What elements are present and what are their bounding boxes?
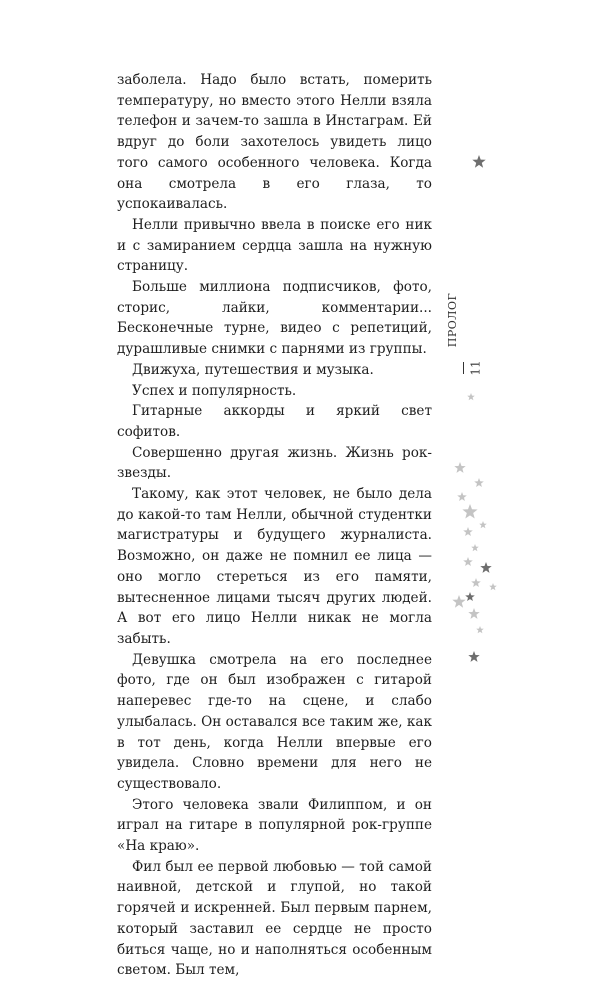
paragraph: Гитарные аккорды и яркий свет софитов.: [117, 403, 432, 440]
paragraph: Совершенно другая жизнь. Жизнь рок-звезды.: [117, 444, 432, 482]
star-icon: [465, 592, 475, 601]
paragraph: Успех и популярность.: [132, 382, 297, 399]
star-icon: [474, 478, 484, 487]
star-icon: [452, 595, 465, 608]
star-icon: [457, 492, 467, 501]
paragraph: Больше миллиона подписчиков, фото, сторис, лайки, комментарии... Бесконечные турне, видео с репетиций, дурашливые снимки с парнями из группы.: [117, 279, 432, 358]
paragraph: Такому, как этот человек, не было дела до какой-то там Нелли, обычной студентки магистратуры и будущего журналиста. Возможно, он даже не помнил ее лица — оно могло стереться из его памяти, вытесненное лицами тысяч других людей. А вот его лицо Нелли никак не могла забыть.: [117, 486, 432, 647]
page-number: 11: [468, 360, 483, 376]
star-icon: [476, 626, 484, 633]
star-icon: [471, 544, 479, 551]
paragraph: Фил был ее первой любовью — той самой наивной, детской и глупой, но такой горячей и искренней. Был первым парнем, который заставил ее сердце не просто биться чаще, но и наполняться особенным светом. Был тем,: [117, 858, 432, 979]
star-icon: [489, 583, 497, 590]
star-icon: [468, 651, 479, 662]
running-head: ПРОЛОГ: [446, 292, 459, 348]
star-icon: [454, 462, 465, 473]
star-icon: [480, 562, 491, 573]
star-icon: [462, 504, 477, 519]
star-icon: [467, 393, 475, 400]
star-icon: [463, 557, 473, 566]
paragraph: Нелли привычно ввела в поиске его ник и с замиранием сердца зашла на нужную страницу.: [117, 216, 432, 275]
star-icon: [463, 527, 473, 536]
paragraph: Девушка смотрела на его последнее фото, где он был изображен с гитарой наперевес где-то на сцене, и слабо улыбалась. Он оставался все таким же, как в тот день, когда Нелли впервые его увидела. Словно времени для него не существовало.: [117, 651, 432, 792]
paragraph: Этого человека звали Филиппом, и он играл на гитаре в популярной рок-группе «На краю».: [117, 796, 432, 855]
star-icon: [479, 521, 487, 528]
star-icon: [472, 155, 485, 168]
folio-rule: [463, 362, 464, 374]
paragraph: Движуха, путешествия и музыка.: [132, 361, 374, 378]
star-icon: [468, 608, 479, 619]
body-text: [117, 70, 432, 981]
star-icon: [471, 578, 481, 587]
paragraph: заболела. Надо было встать, померить температуру, но вместо этого Нелли взяла телефон и зачем-то зашла в Инстаграм. Ей вдруг до боли захотелось увидеть лицо того самого особенного человека. Когда она смотрела в его глаза, то успокаивалась.: [117, 72, 432, 213]
